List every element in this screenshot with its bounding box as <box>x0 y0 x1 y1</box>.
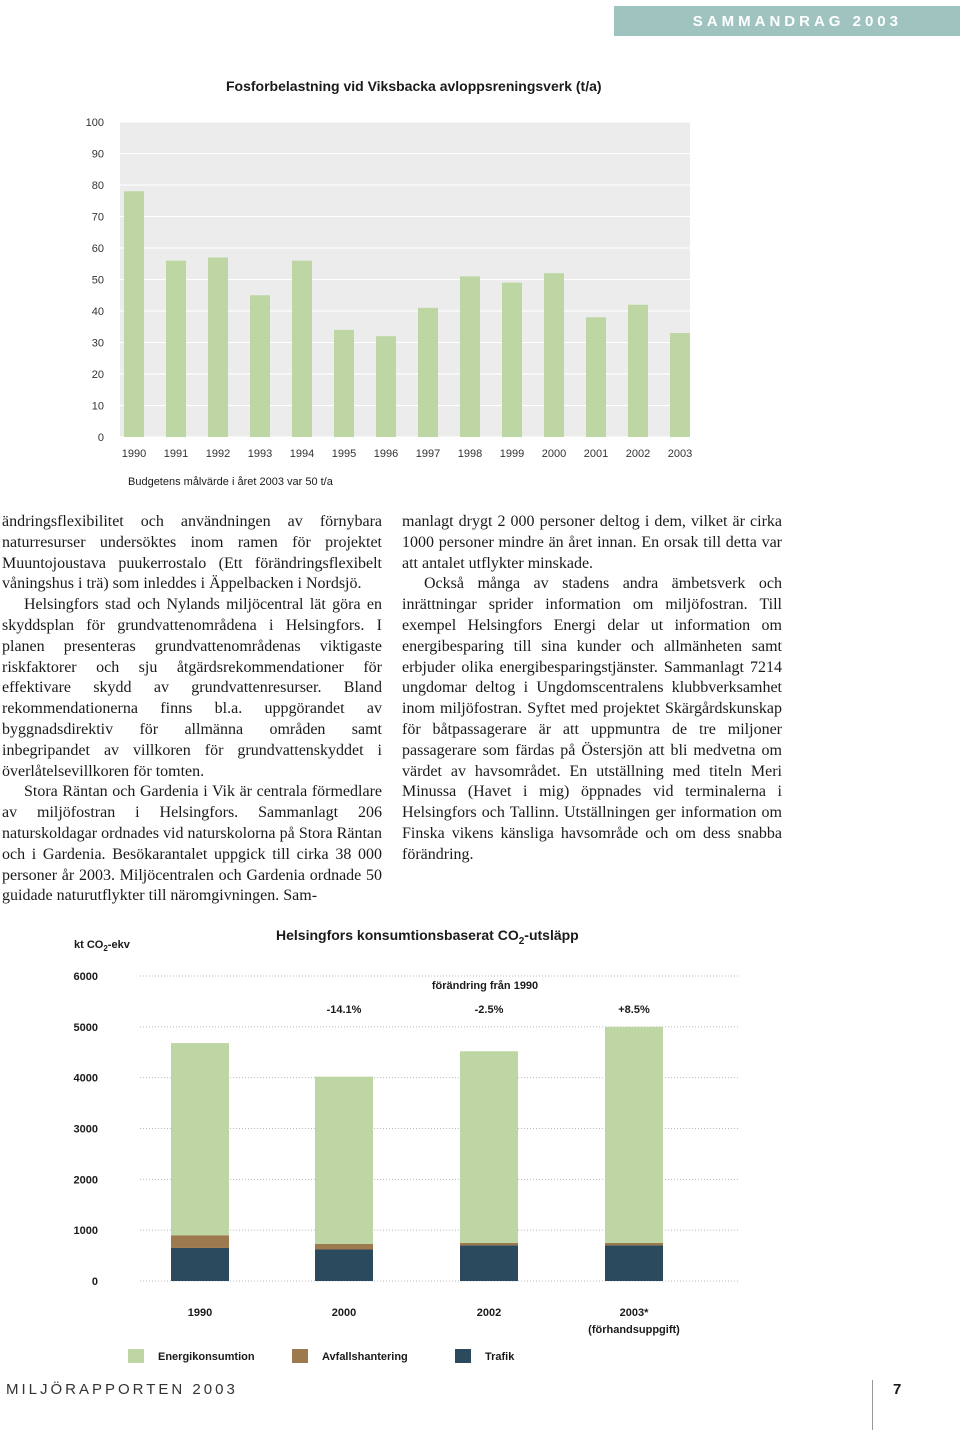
paragraph: ändringsflexibilitet och användningen av förnybara naturresurser undersöktes inom ramen för projektet Muuntojoustava puukerrostalo (Ett förändringsflexibelt våningshus i trä) som inleddes i Äppelbacken i Nordsjö. <box>2 513 382 593</box>
x-tick-label: 1994 <box>289 448 315 460</box>
bar <box>586 317 606 437</box>
x-tick-label: 1993 <box>247 448 273 460</box>
paragraph: Helsingfors stad och Nylands miljöcentral lät göra en skyddsplan för grundvattenområdena i Helsingfors. I planen presenteras grundvattenområdenas viktigaste riskfaktorer och sju åtgärdsrekommendationer för effektivare skydd av grundvattenresurser. Bland rekommendationerna finns bl.a. uppgörandet av byggnadsdirektiv för allmänna områden samt inbegripandet av villkoren för grundvattenskyddet i överlåtelsevillkoren för tomten. <box>2 596 382 780</box>
bar-segment-energikonsumtion <box>315 1077 373 1244</box>
x-tick-label: 2002 <box>625 448 651 460</box>
y-tick-label: 100 <box>85 117 104 129</box>
change-value: -14.1% <box>326 1004 362 1016</box>
paragraph: Också många av stadens andra ämbetsverk och inrättningar sprider information om miljöfostran. Till exempel Helsingfors Energi delar ut information om energibesparing till sina kunder och allmänheten samt erbjuder olika energibesparingstjänster. Sammanlagt 7214 ungdomar deltog i Ungdomscentralens klubbverksamhet inom miljöfostran. Syftet med projektet Skärgårdskunskap för båtpassagerare är att uppmuntra de tre miljoner passagerare som färdas på Östersjön att bli medvetna om värdet av havsområdet. En utställning med titeln Meri Minussa (Havet i mig) öppnades vid terminalerna i Helsingfors och Tallinn. Utställningen ger information om Finska vikens känsliga havsområde och om dess snabba förändring. <box>402 575 782 863</box>
page-number: 7 <box>893 1381 902 1398</box>
y-tick-label: 50 <box>91 274 104 287</box>
bar <box>124 191 144 437</box>
x-tick-label: 1997 <box>415 448 441 460</box>
x-tick-label: 1995 <box>331 448 357 460</box>
co2-stacked-bar-chart <box>60 930 760 1370</box>
bar-segment-energikonsumtion <box>171 1043 229 1235</box>
y-tick-label: 3000 <box>73 1123 98 1136</box>
bar <box>544 273 564 437</box>
bar <box>208 257 228 437</box>
change-value: -2.5% <box>474 1004 504 1016</box>
y-tick-label: 6000 <box>73 971 98 983</box>
x-tick-label: 1998 <box>457 448 483 460</box>
x-tick-label: 2002 <box>476 1307 502 1319</box>
chart2-unit-label: kt $CO_2$-ekv <box>74 939 130 953</box>
bar-segment-avfallshantering <box>460 1243 518 1246</box>
y-tick-label: 5000 <box>73 1021 98 1034</box>
change-heading: förändring från 1990 <box>431 980 539 992</box>
section-header-band <box>614 6 960 36</box>
bar-segment-energikonsumtion <box>605 1027 663 1243</box>
legend-label: Avfallshantering <box>322 1351 408 1363</box>
bar-segment-avfallshantering <box>605 1243 663 1246</box>
x-tick-label: 1992 <box>205 448 231 460</box>
footer-divider <box>872 1380 873 1430</box>
x-tick-label: 2003 <box>667 448 693 460</box>
bar-segment-trafik <box>171 1248 229 1281</box>
y-tick-label: 0 <box>91 1276 98 1288</box>
bar-segment-avfallshantering <box>315 1244 373 1250</box>
bar <box>670 333 690 437</box>
y-tick-label: 1000 <box>73 1225 98 1238</box>
legend-label: Energikonsumtion <box>158 1351 255 1363</box>
y-tick-label: 70 <box>91 211 104 224</box>
paragraph: Stora Räntan och Gardenia i Vik är centrala förmedlare av miljöfostran i Helsingfors. Sammanlagt 206 naturskoldagar ordnades vid naturskolorna på Stora Räntan och i Gardenia. Besökarantalet uppgick till cirka 38 000 personer år 2003. Miljöcentralen och Gardenia ordnade 50 guidade naturutflykter till näromgivningen. Sam- <box>2 783 382 905</box>
bar-segment-avfallshantering <box>171 1235 229 1248</box>
bar-segment-trafik <box>315 1249 373 1281</box>
x-tick-label: 2000 <box>541 448 567 460</box>
section-header-title: SAMMANDRAG 2003 <box>692 13 902 30</box>
text-column-left <box>2 512 382 907</box>
publication-name: MILJÖRAPPORTEN 2003 <box>6 1381 238 1398</box>
y-tick-label: 10 <box>91 400 104 413</box>
text-column-right <box>402 512 782 866</box>
chart1-title: Fosforbelastning vid Viksbacka avloppsreningsverk (t/a) <box>226 78 602 94</box>
legend-swatch <box>292 1349 308 1363</box>
y-tick-label: 30 <box>91 337 104 350</box>
bar <box>166 261 186 437</box>
legend-swatch <box>128 1349 144 1363</box>
y-tick-label: 0 <box>97 432 104 444</box>
x-tick-label: 1990 <box>121 448 147 460</box>
y-tick-label: 80 <box>91 180 104 192</box>
bar <box>250 295 270 437</box>
legend-swatch <box>455 1349 471 1363</box>
chart2-title: Helsingfors konsumtionsbaserat $CO_2$-utsläpp <box>276 930 579 947</box>
x-tick-label: 1991 <box>163 448 189 460</box>
bar-segment-trafik <box>460 1245 518 1281</box>
x-tick-label: 2001 <box>583 448 609 460</box>
change-value: +8.5% <box>618 1004 650 1016</box>
paragraph: manlagt drygt 2 000 personer deltog i dem, vilket är cirka 1000 personer mindre än året innan. En orsak till detta var att antalet utflykter minskade. <box>402 513 782 572</box>
bar <box>418 308 438 437</box>
y-tick-label: 90 <box>91 148 104 161</box>
bar <box>460 276 480 437</box>
bar <box>376 336 396 437</box>
x-tick-label: 1996 <box>373 448 399 460</box>
bar <box>334 330 354 437</box>
x-tick-label: 2003* <box>619 1307 649 1319</box>
bar <box>628 305 648 437</box>
y-tick-label: 20 <box>91 369 104 381</box>
bar-segment-energikonsumtion <box>460 1051 518 1243</box>
y-tick-label: 2000 <box>73 1174 98 1187</box>
bar-segment-trafik <box>605 1245 663 1281</box>
x-tick-note: (förhandsuppgift) <box>588 1324 680 1336</box>
bar <box>292 261 312 437</box>
y-tick-label: 40 <box>91 306 104 318</box>
bar <box>502 283 522 437</box>
x-tick-label: 1990 <box>187 1307 213 1319</box>
x-tick-label: 1999 <box>499 448 525 460</box>
y-tick-label: 4000 <box>73 1072 98 1085</box>
x-tick-label: 2000 <box>331 1307 357 1319</box>
phosphorus-bar-chart <box>80 110 700 465</box>
legend-label: Trafik <box>485 1351 515 1363</box>
chart1-target-note: Budgetens målvärde i året 2003 var 50 t/a <box>128 476 333 488</box>
y-tick-label: 60 <box>91 243 104 255</box>
